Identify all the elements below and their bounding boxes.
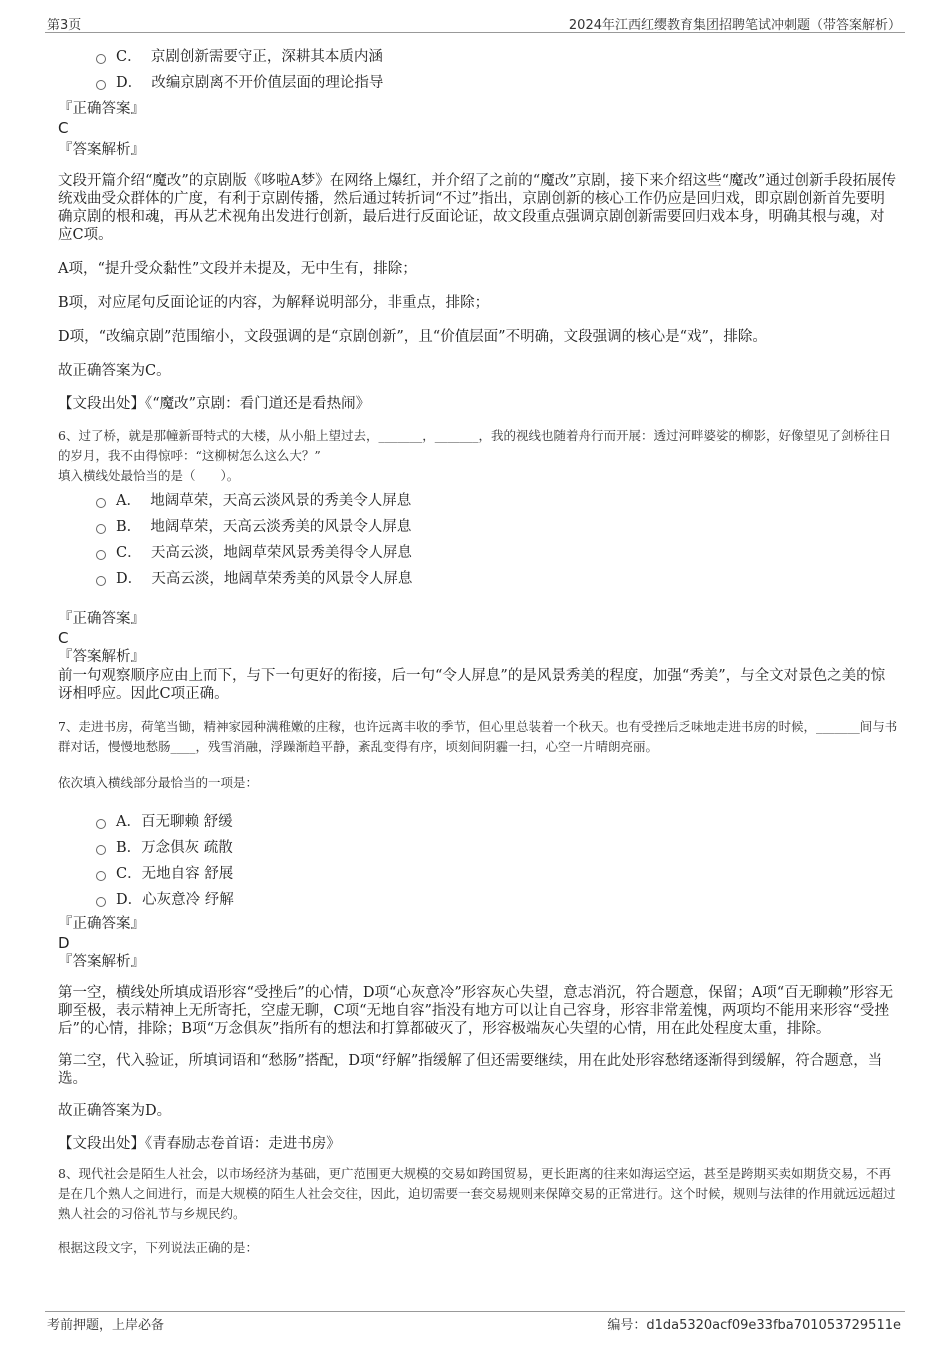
radio-icon[interactable] xyxy=(96,576,106,586)
option-b[interactable]: B．万念俱灰 疏散 xyxy=(58,835,898,861)
question-6-stem: 6、过了桥，就是那幢新哥特式的大楼，从小船上望过去，_______，_______，我的视线也随着舟行而开展：透过河畔婆娑的柳影，好像望见了剑桥往日的岁月，我不由得惊呼：“这柳树怎么这么大？” xyxy=(58,428,891,463)
analysis-paragraph: B项，对应尾句反面论证的内容，为解释说明部分，非重点，排除； xyxy=(58,295,490,311)
option-d[interactable]: D． 天高云淡，地阔草荣秀美的风景令人屏息 xyxy=(58,566,898,592)
document-title: 2024年江西红缨教育集团招聘笔试冲刺题（带答案解析） xyxy=(568,18,901,33)
answer-value: C xyxy=(58,629,69,647)
analysis-paragraph: A项，“提升受众黏性”文段并未提及，无中生有，排除； xyxy=(58,261,417,277)
page-header xyxy=(45,12,905,33)
analysis-paragraph: 文段开篇介绍“魔改”的京剧版《哆啦A梦》在网络上爆红，并介绍了之前的“魔改”京剧，接下来介绍这些“魔改”通过创新手段拓展传统戏曲受众群体的广度，有利于京剧传播，然后通过转折词“不过”指出，京剧创新的核心工作仍应是回归戏，即京剧创新首先要明确京剧的根和魂，再从艺术视角出发进行创新，最后进行反面论证，故文段重点强调京剧创新需要回归戏本身，明确其根与魂，对应C项。 xyxy=(58,173,896,243)
q6-options xyxy=(58,488,898,592)
q7-options xyxy=(58,809,898,913)
radio-icon[interactable] xyxy=(96,54,106,64)
source-citation: 【文段出处】《青春励志卷首语：走进书房》 xyxy=(58,1136,341,1152)
question-8-stem: 8、现代社会是陌生人社会，以市场经济为基础，更广范围更大规模的交易如跨国贸易，更长距离的往来如海运空运，甚至是跨期买卖如期货交易，不再是在几个熟人之间进行，而是大规模的陌生人社会交往，因此，迫切需要一套交易规则来保障交易的正常进行。这个时候，规则与法律的作用就远远超过熟人社会的习俗礼节与乡规民约。 xyxy=(58,1166,896,1221)
page-number: 第3页 xyxy=(47,18,82,33)
analysis-paragraph: 第一空，横线处所填成语形容“受挫后”的心情，D项“心灰意冷”形容灰心失望，意志消沉，符合题意，保留；A项“百无聊赖”形容无聊至极，表示精神上无所寄托，空虚无聊，C项“无地自容”指没有地方可以让自己容身，形容非常羞愧，两项均不能用来形容“受挫后”的心情，排除；B项“万念俱灰”指所有的想法和打算都破灭了，形容极端灰心失望的心情，用在此处程度太重，排除。 xyxy=(58,985,894,1037)
analysis-conclusion: 故正确答案为C。 xyxy=(58,363,171,379)
option-a[interactable]: A． 地阔草荣，天高云淡风景的秀美令人屏息 xyxy=(58,488,898,514)
question-7-stem: 7、走进书房，荷笔当锄，精神家园种满稚嫩的庄稼，也许远离丰收的季节，但心里总装着一个秋天。也有受挫后乏味地走进书房的时候，_______间与书群对话，慢慢地愁肠____，残雪消融，浮躁渐趋平静，紊乱变得有序，顷刻间阴霾一扫，心空一片晴朗亮丽。 xyxy=(58,719,898,754)
analysis-paragraph: 前一句观察顺序应由上而下，与下一句更好的衔接，后一句“令人屏息”的是风景秀美的程度，加强“秀美”，与全文对景色之美的惊讶相呼应。因此C项正确。 xyxy=(58,668,886,702)
radio-icon[interactable] xyxy=(96,550,106,560)
footer-slogan: 考前押题，上岸必备 xyxy=(47,1318,165,1333)
question-7-prompt: 依次填入横线部分最恰当的一项是： xyxy=(58,775,259,790)
radio-icon[interactable] xyxy=(96,845,106,855)
radio-icon[interactable] xyxy=(96,819,106,829)
option-b[interactable]: B． 地阔草荣，天高云淡秀美的风景令人屏息 xyxy=(58,514,898,540)
analysis-heading: 『答案解析』 xyxy=(58,649,145,665)
option-d[interactable]: D．心灰意冷 纾解 xyxy=(58,887,898,913)
radio-icon[interactable] xyxy=(96,897,106,907)
page-content xyxy=(58,44,898,1258)
analysis-paragraph: D项，“改编京剧”范围缩小，文段强调的是“京剧创新”，且“价值层面”不明确，文段强调的核心是“戏”，排除。 xyxy=(58,329,767,345)
option-c[interactable]: C． 京剧创新需要守正，深耕其本质内涵 xyxy=(58,44,898,70)
source-citation: 【文段出处】《“魔改”京剧：看门道还是看热闹》 xyxy=(58,396,371,412)
document-code: 编号：d1da5320acf09e33fba701053729511e xyxy=(607,1318,901,1333)
question-6-prompt: 填入横线处最恰当的是（ ）。 xyxy=(58,468,240,483)
radio-icon[interactable] xyxy=(96,498,106,508)
radio-icon[interactable] xyxy=(96,80,106,90)
option-d[interactable]: D． 改编京剧离不开价值层面的理论指导 xyxy=(58,70,898,96)
answer-heading: 『正确答案』 xyxy=(58,611,145,627)
analysis-conclusion: 故正确答案为D。 xyxy=(58,1103,172,1119)
option-c[interactable]: C． 天高云淡，地阔草荣风景秀美得令人屏息 xyxy=(58,540,898,566)
radio-icon[interactable] xyxy=(96,871,106,881)
answer-value: C xyxy=(58,119,69,137)
option-a[interactable]: A．百无聊赖 舒缓 xyxy=(58,809,898,835)
analysis-heading: 『答案解析』 xyxy=(58,954,145,970)
analysis-heading: 『答案解析』 xyxy=(58,142,145,158)
answer-heading: 『正确答案』 xyxy=(58,916,145,932)
radio-icon[interactable] xyxy=(96,524,106,534)
answer-value: D xyxy=(58,934,70,952)
answer-heading: 『正确答案』 xyxy=(58,101,145,117)
option-c[interactable]: C．无地自容 舒展 xyxy=(58,861,898,887)
page-footer xyxy=(45,1311,905,1333)
q5-options xyxy=(58,44,898,96)
question-8-prompt: 根据这段文字，下列说法正确的是： xyxy=(58,1240,259,1255)
analysis-paragraph: 第二空，代入验证，所填词语和“愁肠”搭配，D项“纾解”指缓解了但还需要继续，用在此处形容愁绪逐渐得到缓解，符合题意，当选。 xyxy=(58,1053,883,1087)
